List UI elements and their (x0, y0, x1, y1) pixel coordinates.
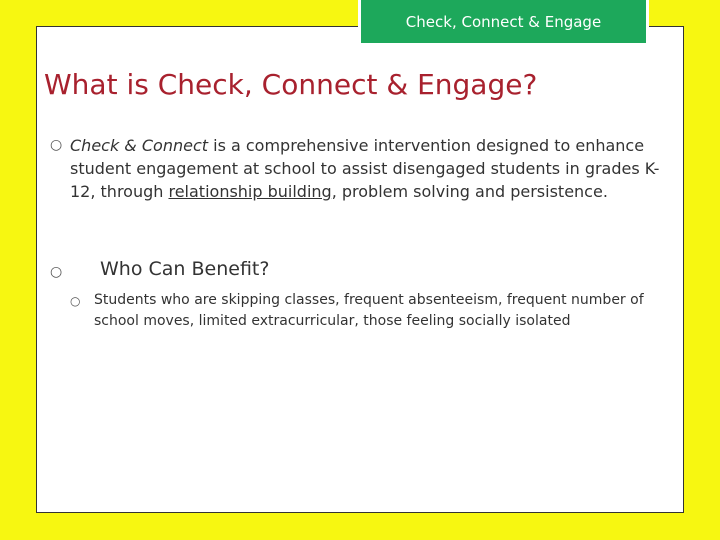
who-can-benefit-heading: Who Can Benefit? (100, 258, 270, 280)
relationship-building-underlined: relationship building (168, 182, 332, 201)
bullet-circle-icon: ○ (70, 294, 81, 308)
bullet-circle-icon: ○ (50, 264, 63, 280)
bullet-circle-icon: ○ (50, 137, 63, 153)
intro-text-end: , problem solving and persistence. (331, 182, 608, 201)
header-tag: Check, Connect & Engage (358, 0, 649, 46)
beneficiaries-bullet-text: Students who are skipping classes, frequent absenteeism, frequent number of school moves, limited extracurricular, those feeling socially isolated (94, 292, 644, 329)
program-name-italic: Check & Connect (70, 136, 209, 155)
intro-text-part: is a comprehensive intervention designed to enhance student engagement at school to assist disengaged students in grades K-12, through (70, 136, 660, 201)
slide-title: What is Check, Connect & Engage? (44, 68, 538, 101)
intro-bullet-text (70, 134, 682, 203)
